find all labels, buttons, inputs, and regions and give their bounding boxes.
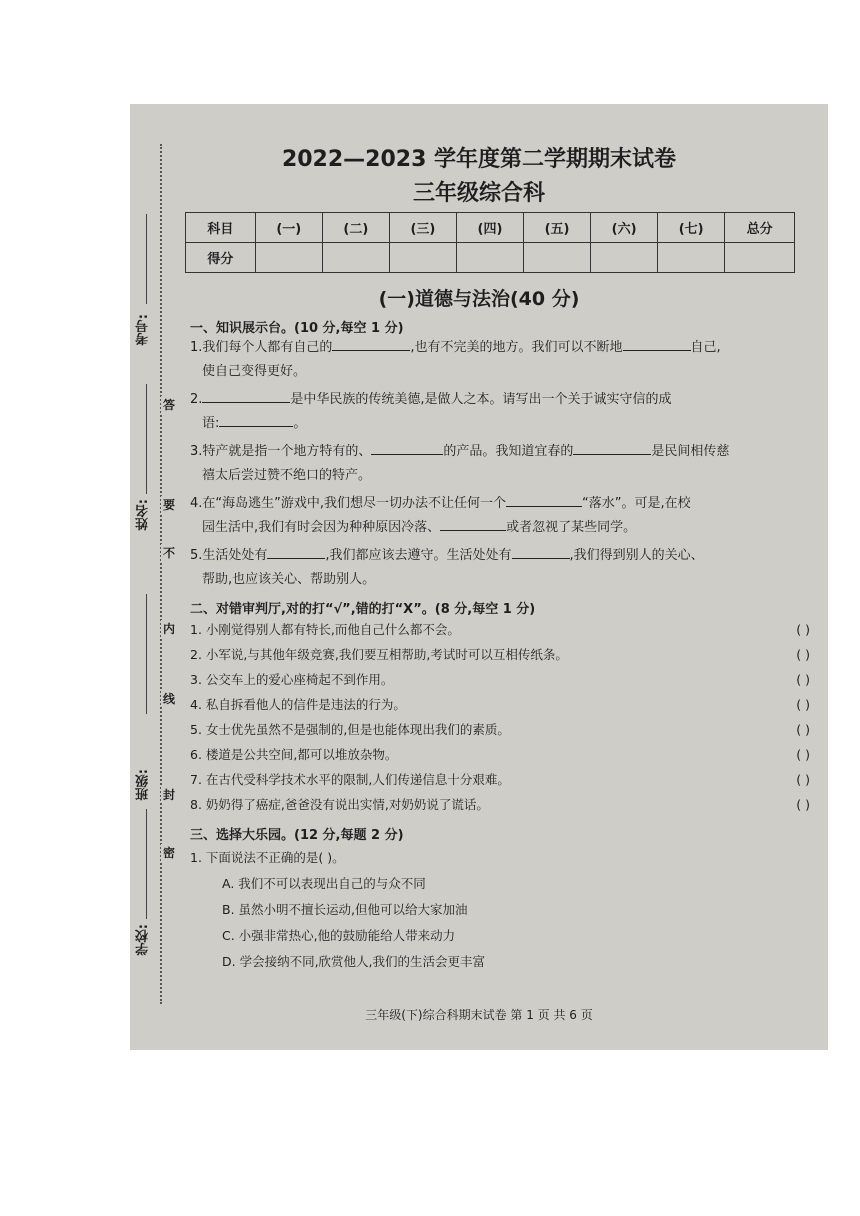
true-false-item bbox=[190, 694, 810, 716]
answer-blank[interactable] bbox=[219, 412, 293, 427]
answer-parens[interactable]: ( ) bbox=[796, 722, 810, 737]
answer-parens[interactable]: ( ) bbox=[796, 772, 810, 787]
score-input-cell[interactable] bbox=[255, 243, 322, 273]
q4-text: 园生活中,我们有时会因为种种原因冷落、 bbox=[202, 520, 441, 535]
answer-parens[interactable]: ( ) bbox=[796, 622, 810, 637]
score-table-header-row bbox=[186, 213, 795, 243]
seal-char: 内 bbox=[162, 622, 175, 636]
tf-text: 1. 小刚觉得别人都有特长,而他自己什么都不会。 bbox=[190, 622, 460, 637]
exam-title: 2022—2023 学年度第二学期期末试卷 bbox=[281, 147, 677, 172]
score-table bbox=[185, 212, 795, 273]
exam-subtitle: 三年级综合科 bbox=[412, 181, 545, 206]
part2-heading: 二、对错审判厅,对的打“√”,错的打“X”。(8 分,每空 1 分) bbox=[190, 602, 536, 617]
score-cell: 总分 bbox=[725, 213, 795, 243]
q3-text: 的产品。我知道宜春的 bbox=[443, 444, 574, 459]
seal-char: 要 bbox=[162, 498, 175, 512]
true-false-item bbox=[190, 669, 810, 691]
answer-blank[interactable] bbox=[371, 440, 443, 455]
q3-text: 是民间相传慈 bbox=[651, 444, 730, 459]
seal-char: 密 bbox=[162, 846, 175, 860]
answer-blank[interactable] bbox=[512, 544, 570, 559]
banji-line bbox=[146, 594, 147, 714]
q2-text: 。 bbox=[293, 416, 307, 431]
score-cell: 科目 bbox=[186, 213, 256, 243]
score-input-cell[interactable] bbox=[658, 243, 725, 273]
true-false-item bbox=[190, 644, 810, 666]
answer-blank[interactable] bbox=[267, 544, 325, 559]
q5-text: 5.生活处处有 bbox=[190, 548, 268, 563]
tf-text: 8. 奶奶得了癌症,爸爸没有说出实情,对奶奶说了谎话。 bbox=[190, 797, 489, 812]
seal-char: 线 bbox=[162, 692, 175, 706]
xuexiao-label: 学校: bbox=[136, 924, 151, 956]
true-false-item bbox=[190, 744, 810, 766]
score-input-cell[interactable] bbox=[725, 243, 795, 273]
q1-text: ,也有不完美的地方。我们可以不断地 bbox=[410, 340, 623, 355]
answer-blank[interactable] bbox=[440, 516, 506, 531]
xingming-line bbox=[146, 384, 147, 494]
choice-option-a[interactable]: A. 我们不可以表现出自己的与众不同 bbox=[222, 876, 426, 891]
true-false-item bbox=[190, 719, 810, 741]
score-cell: (一) bbox=[255, 213, 322, 243]
q2-text: 是中华民族的传统美德,是做人之本。请写出一个关于诚实守信的成 bbox=[290, 392, 672, 407]
answer-parens[interactable]: ( ) bbox=[796, 647, 810, 662]
score-input-cell[interactable] bbox=[456, 243, 523, 273]
answer-parens[interactable]: ( ) bbox=[796, 797, 810, 812]
kaohao-label: 考号: bbox=[136, 314, 151, 346]
banji-label: 班级: bbox=[136, 769, 151, 801]
choice-option-d[interactable]: D. 学会接纳不同,欣赏他人,我们的生活会更丰富 bbox=[222, 954, 486, 969]
score-row-label: 得分 bbox=[186, 243, 256, 273]
answer-parens[interactable]: ( ) bbox=[796, 697, 810, 712]
section-title: (一)道德与法治(40 分) bbox=[378, 288, 580, 310]
q5-text: ,我们得到别人的关心、 bbox=[569, 548, 704, 563]
xingming-label: 姓名: bbox=[136, 499, 151, 531]
question-2 bbox=[190, 388, 780, 436]
q4-text: 4.在“海岛逃生”游戏中,我们想尽一切办法不让任何一个 bbox=[190, 496, 507, 511]
answer-blank[interactable] bbox=[332, 336, 410, 351]
score-cell: (四) bbox=[456, 213, 523, 243]
exam-sheet bbox=[130, 104, 828, 1050]
answer-blank[interactable] bbox=[623, 336, 691, 351]
tf-text: 3. 公交车上的爱心座椅起不到作用。 bbox=[190, 672, 394, 687]
tf-text: 7. 在古代受科学技术水平的限制,人们传递信息十分艰难。 bbox=[190, 772, 510, 787]
student-info-margin bbox=[134, 194, 162, 1014]
tf-text: 2. 小军说,与其他年级竞赛,我们要互相帮助,考试时可以互相传纸条。 bbox=[190, 647, 568, 662]
score-input-cell[interactable] bbox=[322, 243, 389, 273]
seal-char: 不 bbox=[162, 546, 175, 560]
score-input-cell[interactable] bbox=[389, 243, 456, 273]
q3-text: 3.特产就是指一个地方特有的、 bbox=[190, 444, 372, 459]
q4-text: 或者忽视了某些同学。 bbox=[506, 520, 637, 535]
answer-parens[interactable]: ( ) bbox=[796, 747, 810, 762]
answer-blank[interactable] bbox=[202, 388, 290, 403]
q5-text: 帮助,也应该关心、帮助别人。 bbox=[202, 572, 376, 587]
score-input-cell[interactable] bbox=[591, 243, 658, 273]
tf-text: 6. 楼道是公共空间,都可以堆放杂物。 bbox=[190, 747, 398, 762]
score-cell: (七) bbox=[658, 213, 725, 243]
q1-text: 1.我们每个人都有自己的 bbox=[190, 340, 333, 355]
q5-text: ,我们都应该去遵守。生活处处有 bbox=[325, 548, 512, 563]
question-1 bbox=[190, 336, 780, 384]
score-cell: (五) bbox=[524, 213, 591, 243]
true-false-item bbox=[190, 619, 810, 641]
true-false-item bbox=[190, 794, 810, 816]
page-footer: 三年级(下)综合科期末试卷 第 1 页 共 6 页 bbox=[365, 1008, 593, 1022]
question-5 bbox=[190, 544, 780, 592]
score-input-cell[interactable] bbox=[524, 243, 591, 273]
score-cell: (二) bbox=[322, 213, 389, 243]
part1-heading: 一、知识展示台。(10 分,每空 1 分) bbox=[190, 321, 404, 336]
answer-blank[interactable] bbox=[573, 440, 651, 455]
q1-text: 自己, bbox=[690, 340, 721, 355]
q2-text: 语: bbox=[202, 416, 220, 431]
q2-text: 2. bbox=[190, 392, 203, 407]
score-cell: (六) bbox=[591, 213, 658, 243]
q3-text: 禧太后尝过赞不绝口的特产。 bbox=[202, 468, 372, 483]
answer-blank[interactable] bbox=[506, 492, 582, 507]
q4-text: “落水”。可是,在校 bbox=[582, 496, 691, 511]
choice-question-1: 1. 下面说法不正确的是( )。 bbox=[190, 850, 345, 865]
score-table-score-row bbox=[186, 243, 795, 273]
question-3 bbox=[190, 440, 780, 488]
seal-char: 封 bbox=[162, 788, 175, 802]
seal-char: 答 bbox=[162, 398, 175, 412]
q1-text: 使自己变得更好。 bbox=[202, 364, 307, 379]
xuexiao-line bbox=[146, 809, 147, 919]
question-4 bbox=[190, 492, 780, 540]
score-cell: (三) bbox=[389, 213, 456, 243]
answer-parens[interactable]: ( ) bbox=[796, 672, 810, 687]
true-false-item bbox=[190, 769, 810, 791]
part3-heading: 三、选择大乐园。(12 分,每题 2 分) bbox=[190, 828, 404, 843]
choice-option-b[interactable]: B. 虽然小明不擅长运动,但他可以给大家加油 bbox=[222, 902, 468, 917]
tf-text: 5. 女士优先虽然不是强制的,但是也能体现出我们的素质。 bbox=[190, 722, 510, 737]
tf-text: 4. 私自拆看他人的信件是违法的行为。 bbox=[190, 697, 406, 712]
choice-option-c[interactable]: C. 小强非常热心,他的鼓励能给人带来动力 bbox=[222, 928, 456, 943]
